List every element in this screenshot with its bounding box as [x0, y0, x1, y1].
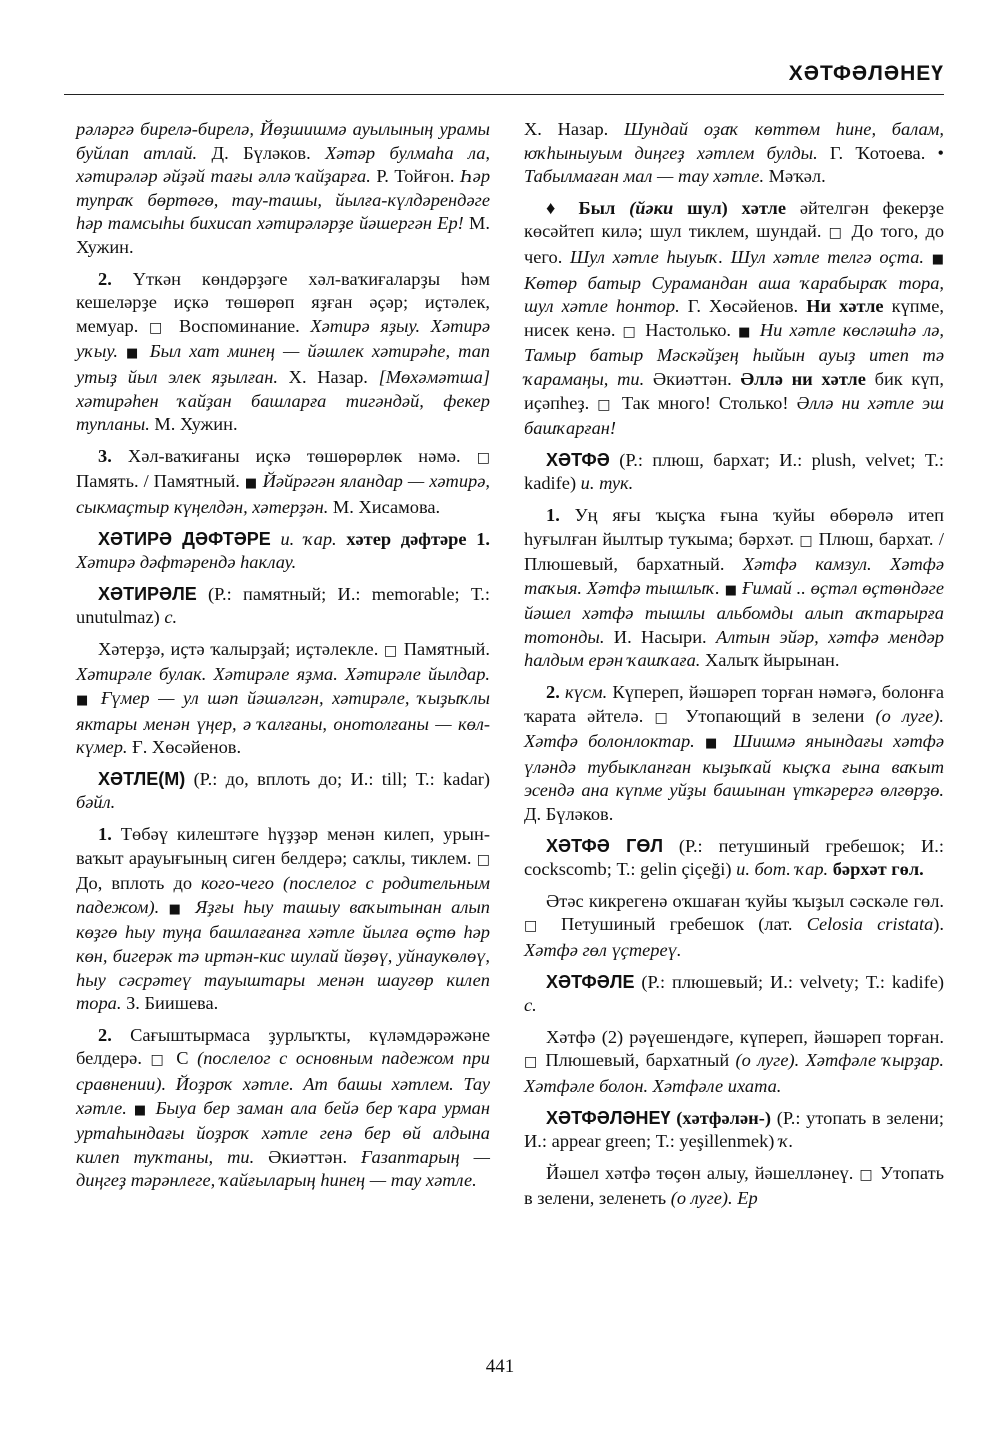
dictionary-paragraph: ♦ Был (йәки шул) хәтле әйтелгән фекерҙе көсәйтеп килә; шул тиклем, шундай. □ До того, до чего. Шул хәтле һыуыҡ. Шул хәтле телгә оҫта. ■ Көтөр батыр Сурамандан аша ҡарабыраҡ тора, шул хәтле һонтор. Г. Хөсәйенов. Ни хәтле күпме, нисек кенә. □ Настолько. ■ Ни хәтле көсләшһә лә, Тамыр батыр Мәскәйҙең һыйын ауыҙ итеп тә ҡарамаңы, ти. Әкиәттән. Әллә ни хәтле бик күп, иҫәпһеҙ. □ Так много! Столько! Әллә ни хәтле эш башҡарған!	[524, 197, 945, 439]
dictionary-paragraph: Х. Назар. Шундай оҙаҡ көттөм һине, балам, юҡһыныуым диңгеҙ хәтлем булды. Г. Ҡотоева. • Табылмаған мал — тау хәтле. Мәҡәл.	[524, 119, 944, 187]
dictionary-paragraph: рәләргә бирелә-бирелә, Йөҙшишмә ауылының урамы буйлап атлай. Д. Бүләков. Хәтәр булмаһа ла, хәтирәләр әйҙәй тағы әллә ҡайҙарға. Р. Тойғон. Һәр тупраҡ бөртөгө, тау-ташы, йылға-күлдәрендәге һәр тамсыһы бихисап хәтирәләрҙе йәшергән Ер! М. Хужин.	[76, 119, 491, 257]
right-column	[524, 118, 944, 1219]
dictionary-paragraph: 2. Үткән көндәрҙәге хәл-ваҡиғаларҙы һәм кешеләрҙе иҫкә төшөрөп яҙған әҫәр; иҫтәлек, мемуар. □ Воспоминание. Хәтирә яҙыу. Хәтирә уҡыу. ■ Был хат минең — йәшлек хәтирәһе, тап утыҙ йыл элек яҙылған. Х. Назар. [Мөхәмәтша] хәтирәһен ҡайҙан башларға тигәндәй, фекер тупланы. М. Хужин.	[76, 268, 490, 435]
dictionary-paragraph: ХӘТФӘЛЕ (Р.: плюшевый; И.: velvety; Т.: kadife) с.	[524, 971, 944, 1016]
page-header	[64, 58, 944, 95]
dictionary-paragraph: Әтәс кикрегенә оҡшаған ҡуйы ҡыҙыл сәскәле гөл. □ Петушиный гребешок (лат. Celosia cristata). Хәтфә гөл үҫтереү.	[524, 890, 945, 960]
dictionary-paragraph: 2. Сағыштырмаса ҙурлыҡты, күләмдәрәжәне белдерә. □ С (послелог с основным падежом при сравнении). Йоҙроҡ хәтле. Ат башы хәтлем. Тау хәтле. ■ Быуа бер заман ала бейә бер ҡара урман уртаһындағы йоҙроҡ хәтле генә бер өй алдына килеп туҡтаны, ти. Әкиәттән. Ғазаптарың — диңгеҙ тәрәнлеге, ҡайғыларың һинең — тау хәтле.	[76, 1024, 491, 1191]
dictionary-paragraph: ХӘТИРӘ ДӘФТӘРЕ и. ҡар. хәтер дәфтәре 1. Хәтирә дәфтәрендә һаклау.	[76, 528, 490, 573]
running-head: ХӘТФӘЛӘНЕҮ	[788, 62, 944, 85]
dictionary-paragraph: Хәтфә (2) рәүешендәге, күпереп, йәшәреп торған. □ Плюшевый, бархатный (о луге). Хәтфәле ҡырҙар. Хәтфәле болон. Хәтфәле ихата.	[524, 1026, 944, 1096]
page-number: 441	[485, 1356, 515, 1377]
dictionary-paragraph: 1. Уң яғы ҡыҫҡа ғына ҡуйы өбөрөлә итеп һуғылған йылтыр туҡыма; бәрхәт. □ Плюш, бархат. / Плюшевый, бархатный. Хәтфә камзул. Хәтфә таҡыя. Хәтфә тышлыҡ. ■ Ғимай .. өҫтәл өҫтөндәге йәшел хәтфә тышлы альбомды алып аҡтарырға тотонды. И. Насыри. Алтын эйәр, хәтфә мендәр һалдым ерән ҡашҡаға. Халыҡ йырынан.	[524, 504, 945, 671]
dictionary-paragraph: ХӘТФӘ (Р.: плюш, бархат; И.: plush, velvet; Т.: kadife) и. тук.	[524, 449, 944, 494]
dictionary-paragraph: 2. күсм. Күпереп, йәшәреп торған нәмәгә, болонға ҡарата әйтелә. □ Утопающий в зелени (о луге). Хәтфә болонлоктар. ■ Шишмә янындағы хәтфә үләндә тубыкланған кыҙыҡай кыҫҡа ғына ваҡыт эсендә ана күпме уйҙы башынан үткәрергә өлгөрҙө. Д. Бүләков.	[524, 682, 945, 825]
dictionary-paragraph: Хәтерҙә, иҫтә ҡалырҙай; иҫтәлекле. □ Памятный. Хәтирәле булак. Хәтирәле яҙма. Хәтирәле йылдар. ■ Ғүмер — ул шәп йәшәлгән, хәтирәле, ҡыҙыҡлы яктары менән үңер, ә ҡалғаны, онотолғаны — көл-күмер. Ғ. Хөсәйенов.	[76, 638, 490, 758]
dictionary-paragraph: ХӘТФӘ ГӨЛ (Р.: петушиный гребешок; И.: cockscomb; Т.: gelin çiçeği) и. бот. ҡар. бәрхәт гөл.	[524, 835, 945, 880]
dictionary-paragraph: Йәшел хәтфә төҫөн алыу, йәшелләнеү. □ Утопать в зелени, зеленеть (о луге). Ер	[524, 1162, 945, 1209]
dictionary-paragraph: 1. Төбәү килештәге һүҙҙәр менән килеп, урын-ваҡыт арауығының сиген белдерә; саҡлы, тиклем. □ До, вплоть до кого-чего (послелог с родительным падежом). ■ Яҙғы һыу ташыу ваҡытынан алып көҙгө һыу туңа башлағанға хәтле йылға өҫтө һәр көн, бигерәк тә иртән-кис шулай йөҙөү, уйнаукөлөү, һыу сәсрәтеү тауыштары менән шаугөр килеп тора. З. Биишева.	[76, 824, 490, 1014]
dictionary-paragraph: 3. Хәл-ваҡиғаны иҫкә төшөрөрлөк нәмә. □ Память. / Памятный. ■ Йәйрәгән яландар — хәтирә, сыкмаҫтыр күңелдән, хәтерҙән. М. Хисамова.	[76, 445, 490, 517]
dictionary-paragraph: ХӘТИРӘЛЕ (Р.: памятный; И.: memorable; Т.: unutulmaz) с.	[76, 583, 490, 628]
dictionary-paragraph: ХӘТФӘЛӘНЕҮ (хәтфәлән-) (Р.: утопать в зелени; И.: appear green; Т.: yeşillenmek) ҡ.	[524, 1107, 944, 1152]
dictionary-paragraph: ХӘТЛЕ(М) (Р.: до, вплоть до; И.: till; Т.: kadar) бәйл.	[76, 768, 490, 813]
left-column	[76, 118, 490, 1201]
